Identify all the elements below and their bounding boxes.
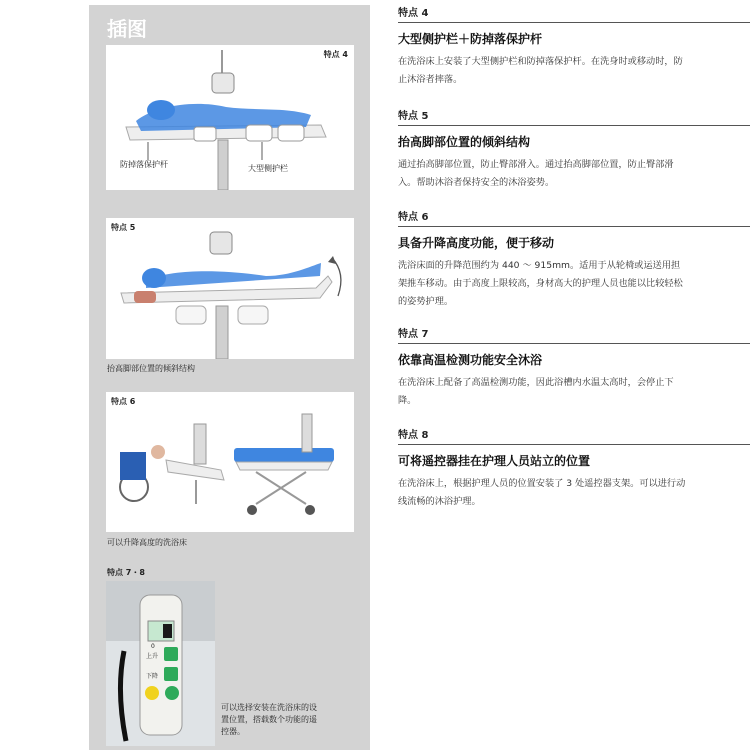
remote-up-label: 上升	[146, 653, 159, 660]
photo-tilt	[106, 218, 354, 359]
height-illustration	[106, 392, 354, 532]
feature-4	[398, 4, 750, 89]
feature-description: 通过抬高脚部位置，防止臀部滑入。通过抬高脚部位置，防止臀部滑入。帮助沐浴者保持安全的沐浴姿势。	[398, 159, 674, 188]
photo-caption: 抬高脚部位置的倾斜结构	[107, 364, 195, 373]
feature-7	[398, 325, 750, 410]
feature-number: 特点 4	[398, 8, 429, 19]
divider	[398, 22, 750, 23]
photo-side-rails	[106, 45, 354, 190]
remote-down-label: 下降	[146, 673, 159, 680]
photo-tag: 特点 4	[323, 50, 348, 59]
section-title: 插图	[107, 17, 147, 41]
remote-digit: 0	[151, 643, 155, 650]
feature-number: 特点 7	[398, 329, 429, 340]
feature-heading: 可将遥控器挂在护理人员站立的位置	[398, 454, 591, 468]
feature-description: 在洗浴床上，根据护理人员的位置安装了 3 处遥控器支架。可以进行动线流畅的沐浴护理。	[398, 478, 686, 507]
photo-tag: 特点 6	[111, 397, 136, 406]
feature-heading: 大型侧护栏＋防掉落保护杆	[398, 32, 543, 46]
photo-tag: 特点 7・8	[107, 568, 145, 577]
label-side-rail: 大型侧护栏	[248, 164, 288, 173]
divider	[398, 226, 750, 227]
divider	[398, 343, 750, 344]
divider	[398, 444, 750, 445]
feature-description: 在洗浴床上安装了大型侧护栏和防掉落保护杆。在洗身时或移动时，防止沐浴者摔落。	[398, 56, 683, 85]
photo-height-adjust	[106, 392, 354, 532]
photo-remote	[106, 581, 215, 746]
feature-8	[398, 426, 750, 511]
feature-number: 特点 6	[398, 212, 429, 223]
tilt-illustration	[106, 218, 354, 359]
feature-description: 洗浴床面的升降范围约为 440 ～ 915mm。适用于从轮椅或运送用担架推车移动。由于高度上限较高，身材高大的护理人员也能以比较轻松的姿势护理。	[398, 260, 683, 307]
feature-number: 特点 5	[398, 111, 429, 122]
feature-heading: 依靠高温检测功能安全沐浴	[398, 353, 543, 367]
remote-illustration	[106, 581, 215, 746]
feature-6	[398, 208, 750, 311]
illustration-panel	[89, 5, 370, 750]
photo-caption: 可以升降高度的洗浴床	[107, 538, 187, 547]
photo-caption: 可以选择安装在洗浴床的设置位置，搭载数个功能的遥控器。	[221, 703, 317, 736]
divider	[398, 125, 750, 126]
feature-heading: 具备升降高度功能，便于移动	[398, 236, 555, 250]
feature-heading: 抬高脚部位置的倾斜结构	[398, 135, 531, 149]
feature-number: 特点 8	[398, 430, 429, 441]
photo-tag: 特点 5	[111, 223, 136, 232]
feature-5	[398, 107, 750, 192]
label-fall-guard: 防掉落保护杆	[120, 160, 168, 169]
feature-description: 在洗浴床上配备了高温检测功能，因此浴槽内水温太高时，会停止下降。	[398, 377, 674, 406]
